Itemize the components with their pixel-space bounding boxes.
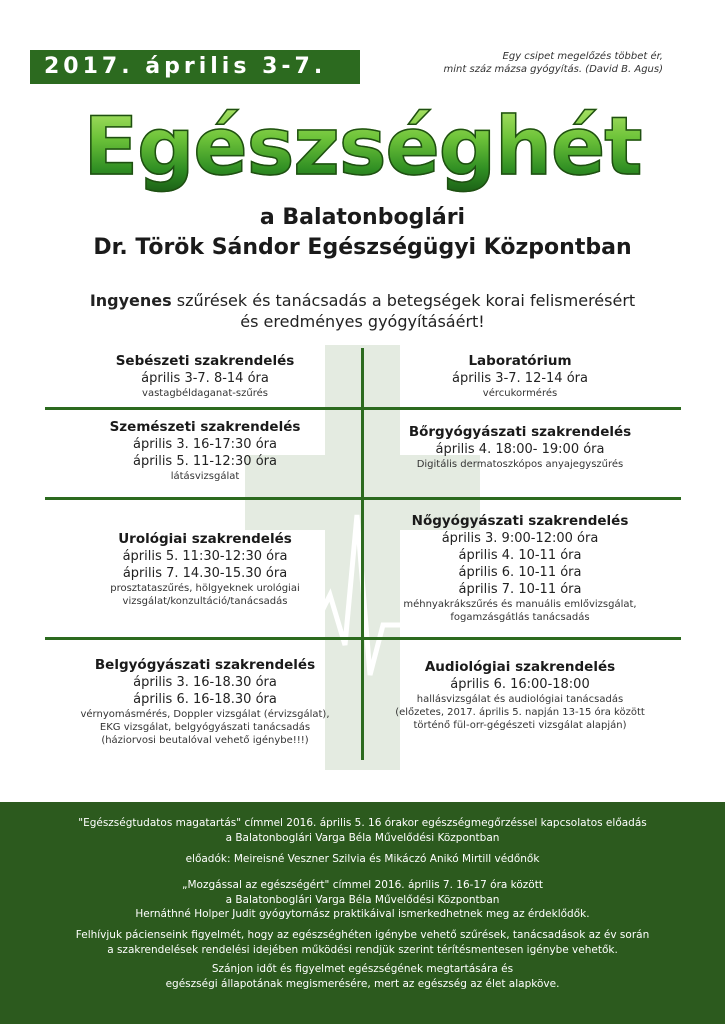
section-note: vérnyomásmérés, Doppler vizsgálat (érvizsgálat), [80,709,330,720]
footer-line: a szakrendelések rendelési idejében működési rendjük szerint térítésmentesen igénybe vehetők. [107,943,618,956]
subtitle-line-2: Dr. Török Sándor Egészségügyi Központban [93,235,632,260]
quote [403,50,663,76]
section-time: április 3. 9:00-12:00 óra [441,531,599,546]
intro-bold: Ingyenes [89,291,172,310]
intro-text [0,290,725,332]
section-time: április 3-7. 8-14 óra [141,371,269,386]
section-note: hallásvizsgálat és audiológiai tanácsadás [416,694,624,705]
footer-paragraph-1 [20,816,705,845]
section-note: vizsgálat/konzultáció/tanácsadás [122,596,288,607]
section-title: Szemészeti szakrendelés [109,419,301,435]
footer-line: egészségi állapotának megismerésére, mert az egészség az élet alapköve. [165,977,560,990]
section-belgyogyaszat [55,656,355,747]
footer-line: a Balatonboglári Varga Béla Művelődési Központban [225,831,500,844]
footer-paragraph-5 [20,962,705,991]
section-note: történő fül-orr-gégészeti vizsgálat alapján) [413,720,627,731]
section-time: április 3. 16-17:30 óra [133,437,277,452]
footer-line: Felhívjuk pácienseink figyelmét, hogy az egészséghéten igénybe vehető szűrések, tanácsadások az év során [75,929,650,941]
section-note: prosztataszűrés, hölgyeknek urológiai [110,583,300,594]
quote-line: mint száz mázsa gyógyítás. (David B. Agus) [443,64,663,75]
footer-panel [0,802,725,1024]
section-sebeszeti [55,352,355,400]
section-time: április 3. 16-18.30 óra [133,675,277,690]
section-time: április 3-7. 12-14 óra [452,371,588,386]
footer-paragraph-4 [20,928,705,957]
section-time: április 4. 10-11 óra [458,548,582,563]
section-note: látásvizsgálat [170,471,240,482]
section-note: EKG vizsgálat, belgyógyászati tanácsadás [99,722,311,733]
footer-line: a Balatonboglári Varga Béla Művelődési Központban [225,893,500,906]
grid-divider-2 [45,497,681,500]
main-title [0,102,725,192]
section-time: április 5. 11:30-12:30 óra [122,549,288,564]
subtitle-line-1: a Balatonboglári [259,205,466,230]
section-title: Laboratórium [468,353,572,369]
section-time: április 7. 14.30-15.30 óra [122,566,288,581]
section-time: április 4. 18:00- 19:00 óra [435,442,605,457]
section-title: Bőrgyógyászati szakrendelés [408,424,632,440]
section-audiologia [370,658,670,732]
section-title: Sebészeti szakrendelés [115,353,295,369]
footer-line: "Egészségtudatos magatartás" címmel 2016. április 5. 16 órakor egészségmegőrzéssel kapcsolatos előadás [78,817,647,829]
section-szemeszeti [55,418,355,483]
section-note: vastagbéldaganat-szűrés [142,388,268,399]
section-note: méhnyakrákszűrés és manuális emlővizsgálat, [403,599,637,610]
section-time: április 6. 16-18.30 óra [133,692,277,707]
footer-paragraph-2 [20,852,705,867]
intro-line1: szűrések és tanácsadás a betegségek korai felismerésért [171,291,636,310]
section-title: Audiológiai szakrendelés [424,659,616,675]
section-borgyogyaszat [370,423,670,471]
section-title: Urológiai szakrendelés [118,531,292,547]
section-urologia [55,530,355,608]
section-nogyogyaszat [370,512,670,624]
date-banner: 2017. április 3-7. [30,50,360,84]
quote-line: Egy csipet megelőzés többet ér, [502,51,663,62]
section-note: (előzetes, 2017. április 5. napján 13-15 óra között [395,707,645,718]
section-note: vércukormérés [482,388,558,399]
section-time: április 7. 10-11 óra [458,582,582,597]
section-title: Belgyógyászati szakrendelés [94,657,316,673]
footer-line: Hernáthné Holper Judit gyógytornász praktikáival ismerkedhetnek meg az érdeklődők. [135,908,590,920]
intro-line2: és eredményes gyógyításáért! [240,312,485,331]
section-time: április 5. 11-12:30 óra [133,454,277,469]
grid-divider-1 [45,407,681,410]
section-time: április 6. 10-11 óra [458,565,582,580]
section-title: Nőgyógyászati szakrendelés [411,513,629,529]
section-note: (háziorvosi beutalóval vehető igénybe!!!) [101,735,309,746]
section-time: április 6. 16:00-18:00 [450,677,590,692]
section-laboratorium [370,352,670,400]
grid-divider-3 [45,637,681,640]
main-title-text: Egészséghét [83,100,642,193]
footer-paragraph-3 [20,878,705,922]
section-note: fogamzásgátlás tanácsadás [450,612,590,623]
footer-line: előadók: Meireisné Veszner Szilvia és Mikáczó Anikó Mirtill védőnők [185,853,540,865]
section-note: Digitális dermatoszkópos anyajegyszűrés [416,459,624,470]
footer-line: „Mozgással az egészségért" címmel 2016. április 7. 16-17 óra között [182,879,543,891]
footer-line: Szánjon időt és figyelmet egészségének megtartására és [211,963,514,975]
